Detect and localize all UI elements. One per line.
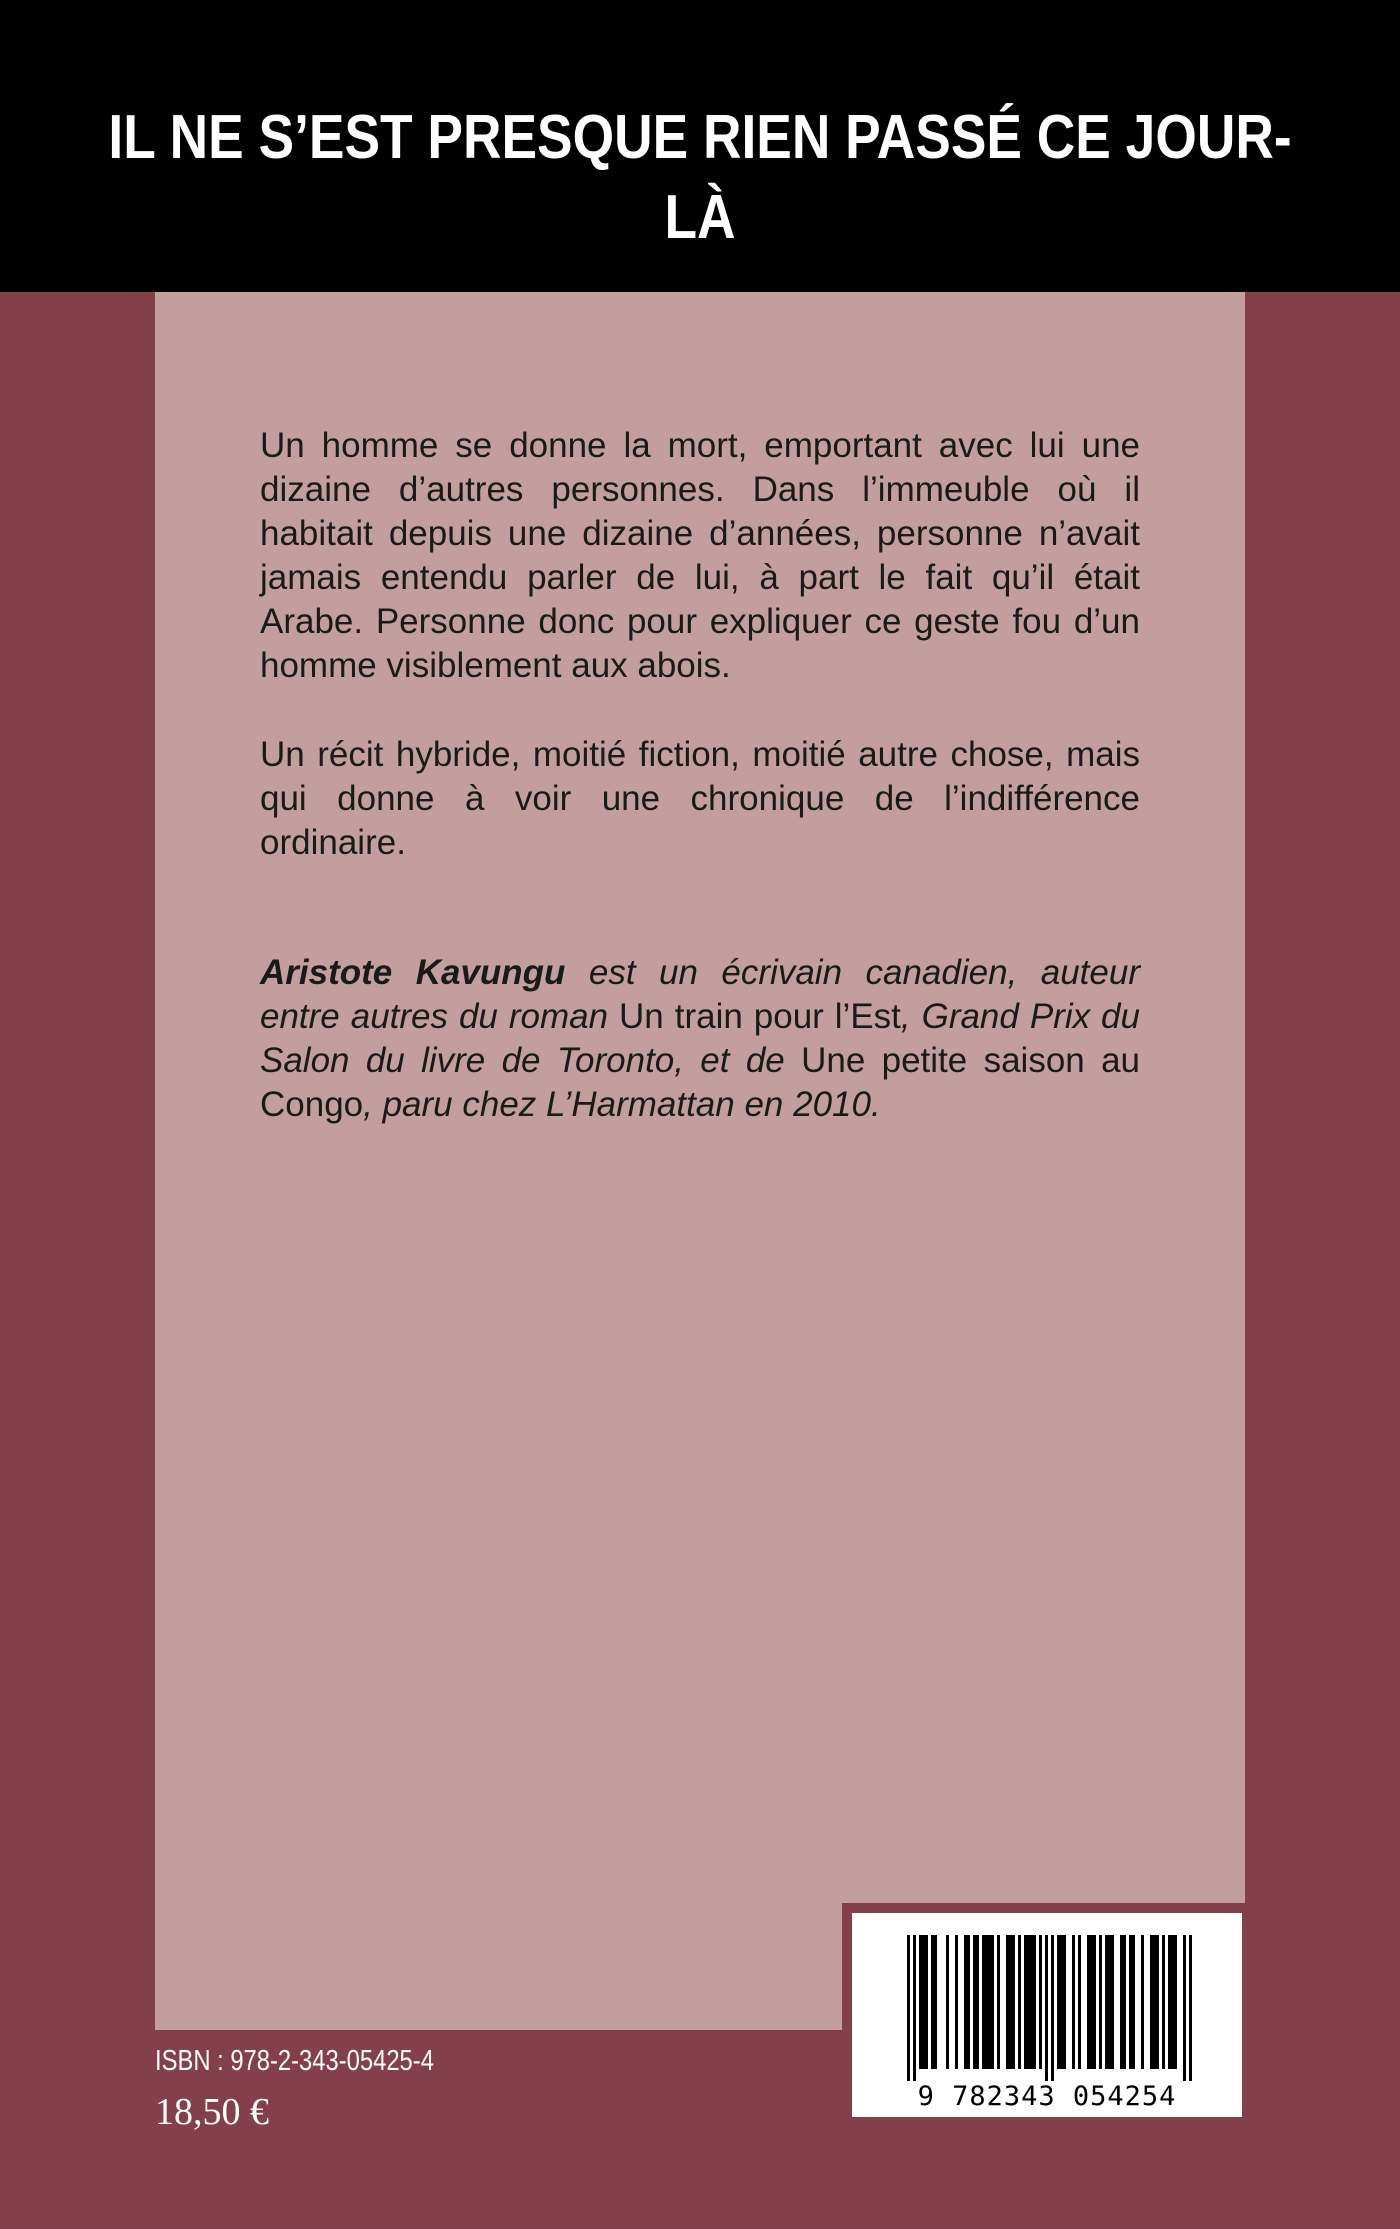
barcode-bar	[1153, 1935, 1156, 2069]
barcode-bar	[973, 1935, 976, 2069]
barcode-bar	[997, 1935, 1000, 2069]
barcode-bar	[1090, 1935, 1093, 2069]
barcode-bar	[922, 1935, 925, 2069]
barcode-bar	[1063, 1935, 1066, 2069]
barcode-bar	[1120, 1935, 1123, 2069]
barcode-bar	[1189, 1935, 1192, 2081]
barcode-bar	[1141, 1935, 1144, 2069]
barcode-bar	[976, 1935, 979, 2069]
barcode-bar	[1105, 1935, 1108, 2069]
barcode-bar	[1018, 1935, 1021, 2069]
barcode-bar	[1078, 1935, 1081, 2069]
barcode-bar	[985, 1935, 988, 2069]
barcode-bar	[1099, 1935, 1102, 2069]
barcode-bar	[1060, 1935, 1063, 2069]
barcode-bar	[1012, 1935, 1015, 2069]
barcode-bar	[907, 1935, 910, 2081]
barcode-bar	[1162, 1935, 1165, 2069]
barcode-bar	[1123, 1935, 1126, 2069]
barcode-bar	[925, 1935, 928, 2069]
barcode-bar	[1006, 1935, 1009, 2069]
author-bio-text-2: , Grand Prix du Salon du livre de Toronto, et de	[260, 997, 1140, 1080]
barcode-bar	[1051, 1935, 1054, 2081]
author-name: Aristote Kavungu	[260, 953, 566, 992]
author-bio-text-1: est un écrivain canadien, auteur entre autres du roman	[260, 953, 1140, 1036]
barcode-bar	[1150, 1935, 1153, 2069]
barcode-bar	[1024, 1935, 1027, 2069]
barcode-bar	[988, 1935, 991, 2069]
barcode-bar	[1033, 1935, 1036, 2069]
author-bio-text-3: , paru chez L’Harmattan en 2010.	[363, 1085, 881, 1124]
book-title: IL NE S’EST PRESQUE RIEN PASSÉ CE JOUR-LÀ	[108, 103, 1292, 252]
barcode-bar	[964, 1935, 967, 2069]
barcode-bar	[1183, 1935, 1186, 2081]
barcode-bar	[1108, 1935, 1111, 2069]
barcode-bar	[1156, 1935, 1159, 2069]
barcode-bar	[946, 1935, 949, 2069]
barcode-bar	[1030, 1935, 1033, 2069]
barcode-bars	[907, 1935, 1192, 2081]
barcode-bar	[982, 1935, 985, 2069]
isbn: ISBN : 978-2-343-05425-4	[155, 2045, 434, 2077]
barcode-bar	[913, 1935, 916, 2081]
barcode-bar	[1171, 1935, 1174, 2069]
barcode-bar	[1039, 1935, 1042, 2069]
summary-paragraph-1: Un homme se donne la mort, emportant avec lui une dizaine d’autres personnes. Dans l’immeuble où il habitait depuis une dizaine d’années, personne n’avait jamais entendu parler de lui, à part le fait qu’il était Arabe. Personne donc pour expliquer ce geste fou d’un homme visiblement aux abois.	[260, 426, 1140, 685]
barcode-bar	[1009, 1935, 1012, 2069]
barcode-bar	[1045, 1935, 1048, 2081]
barcode-bar	[931, 1935, 934, 2069]
book-title-2: Une petite saison au Congo	[260, 1041, 1140, 1124]
barcode-bar	[1174, 1935, 1177, 2069]
summary-paragraph-2: Un récit hybride, moitié fiction, moitié autre chose, mais qui donne à voir une chronique de l’indifférence ordinaire.	[260, 735, 1140, 862]
barcode-bar	[967, 1935, 970, 2069]
barcode-bar	[991, 1935, 994, 2069]
barcode-bar	[1132, 1935, 1135, 2069]
barcode-bar	[1072, 1935, 1075, 2069]
barcode-bar	[1168, 1935, 1171, 2069]
barcode-bar	[1129, 1935, 1132, 2069]
author-bio	[260, 951, 1140, 1127]
barcode-bar	[1057, 1935, 1060, 2069]
barcode-bar	[1087, 1935, 1090, 2069]
barcode-bar	[1027, 1935, 1030, 2069]
barcode-bar	[1093, 1935, 1096, 2069]
barcode-digits: 9 782343 054254	[917, 2081, 1177, 2112]
barcode-bar	[955, 1935, 958, 2069]
price: 18,50 €	[155, 2091, 269, 2133]
barcode-bar	[1111, 1935, 1114, 2069]
barcode	[852, 1913, 1242, 2117]
book-title-1: Un train pour l’Est	[619, 997, 901, 1036]
barcode-bar	[919, 1935, 922, 2069]
barcode-bar	[934, 1935, 937, 2069]
